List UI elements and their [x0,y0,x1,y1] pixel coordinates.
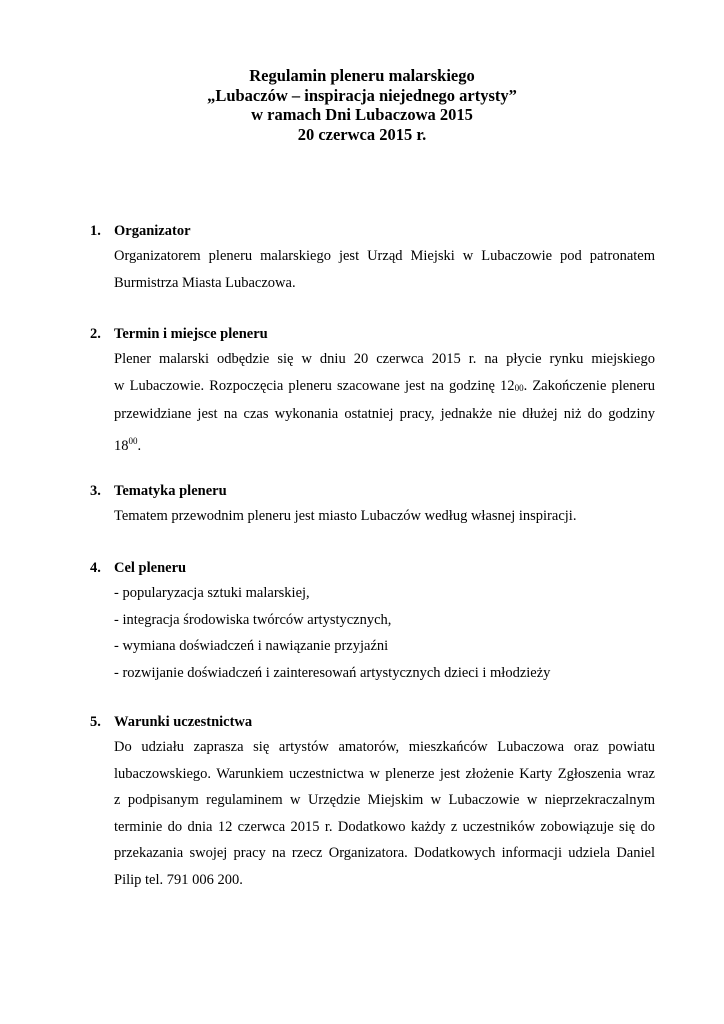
section-body [114,503,655,530]
paragraph-line: Burmistrza Miasta Lubaczowa. [114,274,296,291]
text-fragment: 18 [114,437,129,454]
paragraph-line: Plener malarski odbędzie się w dniu 20 czerwca 2015 r. na płycie rynku miejskiego [114,351,655,367]
paragraph-line [114,428,655,460]
section-body [114,734,655,894]
section-heading: Tematyka pleneru [114,483,227,499]
paragraph-line: z podpisanym regulaminem w Urzędzie Miejskim w Lubaczowie w nieprzekraczalnym [114,792,655,809]
section-body [114,243,655,296]
paragraph-line: Tematem przewodnim pleneru jest miasto Lubaczów według własnej inspiracji. [114,508,577,524]
title-line-4: 20 czerwca 2015 r. [297,124,427,144]
subscript-minutes: 00 [514,382,524,393]
paragraph-line [114,373,655,402]
paragraph-line: Pilip tel. 791 006 200. [114,871,243,888]
section-number: 4. [90,560,101,576]
list-item: - wymiana doświadczeń i nawiązanie przyjaźni [114,638,389,655]
list-item: - integracja środowiska twórców artystycznych, [114,611,392,628]
section-heading: Cel pleneru [114,560,187,576]
title-line-1: Regulamin pleneru malarskiego [249,66,475,85]
paragraph-line: lubaczowskiego. Warunkiem uczestnictwa w plenerze jest złożenie Karty Zgłoszenia wraz [114,765,655,782]
section-number: 5. [90,714,101,730]
title-line-2: „Lubaczów – inspiracja niejednego artysty” [207,85,517,105]
section-body [114,346,655,459]
section-heading: Warunki uczestnictwa [114,714,253,730]
section-heading: Termin i miejsce pleneru [114,326,268,342]
text-fragment: w Lubaczowie. Rozpoczęcia pleneru szacowane jest na godzinę 12 [114,377,515,394]
list-item: - rozwijanie doświadczeń i zainteresowań artystycznych dzieci i młodzieży [114,664,551,681]
paragraph-line: Do udziału zaprasza się artystów amatorów, mieszkańców Lubaczowa oraz powiatu [114,739,655,755]
superscript-minutes: 00 [128,435,138,446]
document-title [0,66,724,144]
paragraph-line: przewidziane jest na czas wykonania ostatniej pracy, jednakże nie dłużej niż do godziny [114,406,655,423]
section-number: 3. [90,483,101,499]
section-number: 1. [90,223,101,239]
section-heading: Organizator [114,223,191,239]
text-fragment: . [137,437,142,454]
paragraph-line: przekazania swojej pracy na rzecz Organizatora. Dodatkowych informacji udziela Daniel [114,845,655,862]
list-item: - popularyzacja sztuki malarskiej, [114,585,310,601]
paragraph-line: Organizatorem pleneru malarskiego jest Urząd Miejski w Lubaczowie pod patronatem [114,248,655,264]
paragraph-line: terminie do dnia 12 czerwca 2015 r. Dodatkowo każdy z uczestników zobowiązuje się do [114,818,655,835]
text-fragment: . Zakończenie pleneru [523,377,655,394]
section-number: 2. [90,326,101,342]
goal-list [114,580,655,686]
title-line-3: w ramach Dni Lubaczowa 2015 [251,105,473,124]
